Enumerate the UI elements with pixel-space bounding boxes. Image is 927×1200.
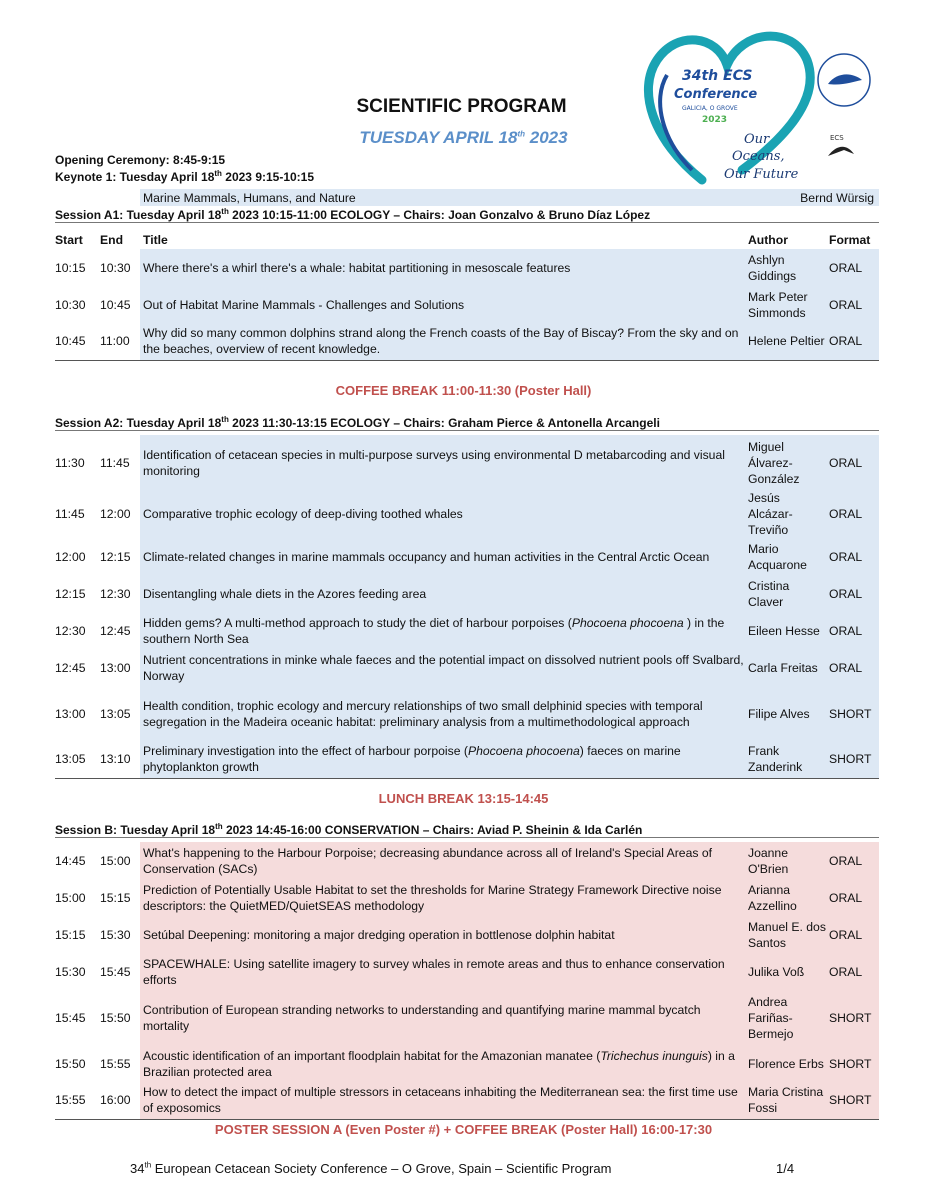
start-time: 12:15 [55, 586, 86, 601]
talk-title: Where there's a whirl there's a whale: habitat partitioning in mesoscale features [140, 249, 745, 286]
table-row [55, 741, 879, 778]
talk-format: SHORT [826, 741, 879, 778]
talk-title: SPACEWHALE: Using satellite imagery to survey whales in remote areas and thus to enhance conservation efforts [140, 953, 745, 990]
table-row [55, 612, 879, 649]
table-row [55, 916, 879, 953]
talk-format: SHORT [826, 686, 879, 741]
talk-format: ORAL [826, 649, 879, 686]
talk-title: Why did so many common dolphins strand along the French coasts of the Bay of Biscay? From the sky and on the beaches, overview of recent knowledge. [140, 323, 745, 360]
table-row [55, 575, 879, 612]
talk-format: SHORT [826, 1045, 879, 1082]
end-time: 12:45 [100, 623, 131, 638]
start-time: 15:55 [55, 1093, 86, 1108]
talk-title: Nutrient concentrations in minke whale faeces and the potential impact on dissolved nutrient pools off Svalbard, Norway [140, 649, 745, 686]
end-time: 11:45 [100, 455, 130, 470]
talk-format: ORAL [826, 249, 879, 286]
talk-title: Prediction of Potentially Usable Habitat to set the thresholds for Marine Strategy Framework Directive noise descriptors: the QuietMED/QuietSEAS methodology [140, 879, 745, 916]
keynote-row [55, 189, 879, 206]
talk-format: ORAL [826, 435, 879, 490]
table-row [55, 953, 879, 990]
start-time: 13:00 [55, 706, 86, 721]
col-author: Author [748, 233, 788, 247]
table-row [55, 879, 879, 916]
lunch-break-banner: LUNCH BREAK 13:15-14:45 [378, 791, 549, 806]
table-row [55, 323, 879, 360]
session-a1-heading: Session A1: Tuesday April 18th 2023 10:15-11:00 ECOLOGY – Chairs: Joan Gonzalvo & Bruno Díaz López [55, 208, 879, 223]
talk-title: Health condition, trophic ecology and mercury relationships of two small delphinid species with temporal segregation in the Madeira oceanic habitat: preliminary analysis from a multimethodological approach [140, 686, 745, 741]
page-number: 1/4 [776, 1161, 795, 1176]
page-footer: 34th European Cetacean Society Conference – O Grove, Spain – Scientific Program 1/4 [130, 1160, 795, 1176]
talk-title: Identification of cetacean species in multi-purpose surveys using environmental D metabarcoding and visual monitoring [140, 435, 745, 490]
start-time: 10:15 [55, 260, 86, 275]
opening-ceremony: Opening Ceremony: 8:45-9:15 [55, 153, 226, 167]
start-time: 10:45 [55, 334, 86, 349]
table-row [55, 1082, 879, 1119]
talk-author: Carla Freitas [745, 649, 826, 686]
talk-format: ORAL [826, 842, 879, 879]
col-title: Title [143, 233, 168, 247]
table-row [55, 686, 879, 741]
talk-title: Disentangling whale diets in the Azores feeding area [140, 575, 745, 612]
session-a1-table [55, 231, 879, 361]
table-row [55, 249, 879, 286]
talk-format: ORAL [826, 286, 879, 323]
session-a2-table [55, 435, 879, 779]
start-time: 14:45 [55, 853, 86, 868]
table-row [55, 842, 879, 879]
col-end: End [100, 233, 124, 247]
talk-format: ORAL [826, 879, 879, 916]
ecs-label: ECS [830, 134, 844, 142]
page-date: TUESDAY APRIL 18th 2023 [359, 128, 568, 147]
table-row [55, 1045, 879, 1082]
start-time: 15:30 [55, 964, 86, 979]
talk-title: Setúbal Deepening: monitoring a major dredging operation in bottlenose dolphin habitat [140, 916, 745, 953]
talk-format: ORAL [826, 612, 879, 649]
talk-author: Florence Erbs [745, 1045, 826, 1082]
keynote-title: Marine Mammals, Humans, and Nature [140, 189, 676, 206]
col-start: Start [55, 233, 83, 247]
whale-tail-icon [828, 147, 854, 156]
talk-format: ORAL [826, 490, 879, 538]
talk-title: Hidden gems? A multi-method approach to study the diet of harbour porpoises (Phocoena phocoena ) in the southern North Sea [140, 612, 745, 649]
end-time: 15:30 [100, 927, 131, 942]
talk-author: Julika Voß [745, 953, 826, 990]
talk-author: Eileen Hesse [745, 612, 826, 649]
talk-format: ORAL [826, 323, 879, 360]
talk-title: Comparative trophic ecology of deep-diving toothed whales [140, 490, 745, 538]
talk-format: ORAL [826, 953, 879, 990]
start-time: 15:00 [55, 890, 86, 905]
end-time: 15:45 [100, 964, 131, 979]
talk-author: Jesús Alcázar-Treviño [745, 490, 826, 538]
table-row [55, 649, 879, 686]
keynote-heading: Keynote 1: Tuesday April 18th 2023 9:15-10:15 [55, 169, 315, 184]
talk-author: Filipe Alves [745, 686, 826, 741]
talk-author: Mario Acquarone [745, 538, 826, 575]
table-row [55, 538, 879, 575]
talk-author: Arianna Azzellino [745, 879, 826, 916]
talk-author: Andrea Fariñas-Bermejo [745, 990, 826, 1045]
end-time: 15:50 [100, 1010, 131, 1025]
table-header [55, 231, 879, 249]
talk-title: Acoustic identification of an important floodplain habitat for the Amazonian manatee (Trichechus inunguis) in a Brazilian protected area [140, 1045, 745, 1082]
dolphin-icon [828, 74, 862, 84]
end-time: 15:00 [100, 853, 131, 868]
logo-text-1: 34th ECS [682, 68, 753, 84]
talk-author: Manuel E. dos Santos [745, 916, 826, 953]
end-time: 15:55 [100, 1056, 131, 1071]
talk-title: How to detect the impact of multiple stressors in cetaceans inhabiting the Mediterranean sea: the first time use of exposomics [140, 1082, 745, 1119]
end-time: 16:00 [100, 1093, 131, 1108]
logo-tagline-3: Our Future [724, 167, 799, 182]
talk-author: Miguel Álvarez-González [745, 435, 826, 490]
start-time: 15:15 [55, 927, 86, 942]
end-time: 11:00 [100, 334, 130, 349]
talk-title: Climate-related changes in marine mammals occupancy and human activities in the Central Arctic Ocean [140, 538, 745, 575]
end-time: 12:30 [100, 586, 131, 601]
start-time: 15:50 [55, 1056, 86, 1071]
end-time: 12:00 [100, 507, 131, 521]
end-time: 12:15 [100, 549, 131, 564]
end-time: 13:10 [100, 752, 131, 767]
start-time: 11:30 [55, 455, 85, 470]
table-row [55, 990, 879, 1045]
talk-format: ORAL [826, 916, 879, 953]
talk-author: Cristina Claver [745, 575, 826, 612]
logo-text-3: GALICIA, O GROVE [682, 105, 738, 112]
keynote-author: Bernd Würsig [676, 189, 879, 206]
start-time: 13:05 [55, 752, 86, 767]
talk-format: SHORT [826, 990, 879, 1045]
keynote-table [55, 189, 879, 206]
end-time: 10:30 [100, 260, 131, 275]
coffee-break-banner: COFFEE BREAK 11:00-11:30 (Poster Hall) [335, 383, 592, 398]
logo-tagline-1: Our [744, 132, 770, 147]
col-format: Format [829, 233, 871, 247]
logo-text-2: Conference [674, 87, 758, 102]
talk-author: Joanne O'Brien [745, 842, 826, 879]
talk-author: Ashlyn Giddings [745, 249, 826, 286]
talk-title: Preliminary investigation into the effect of harbour porpoise (Phocoena phocoena) faeces on marine phytoplankton growth [140, 741, 745, 778]
end-time: 13:00 [100, 660, 131, 675]
session-b-heading: Session B: Tuesday April 18th 2023 14:45-16:00 CONSERVATION – Chairs: Aviad P. Sheinin & Ida Carlén [55, 823, 879, 838]
talk-format: ORAL [826, 575, 879, 612]
end-time: 10:45 [100, 297, 131, 312]
session-a2-heading: Session A2: Tuesday April 18th 2023 11:30-13:15 ECOLOGY – Chairs: Graham Pierce & Antonella Arcangeli [55, 416, 879, 431]
start-time: 12:30 [55, 623, 86, 638]
talk-title: Contribution of European stranding networks to understanding and quantifying marine mammal bycatch mortality [140, 990, 745, 1045]
talk-author: Maria Cristina Fossi [745, 1082, 826, 1119]
table-row [55, 490, 879, 538]
talk-title: Out of Habitat Marine Mammals - Challenges and Solutions [140, 286, 745, 323]
start-time: 12:45 [55, 660, 86, 675]
logo-text-4: 2023 [702, 115, 728, 125]
poster-session-banner: POSTER SESSION A (Even Poster #) + COFFEE BREAK (Poster Hall) 16:00-17:30 [214, 1122, 713, 1137]
start-time: 15:45 [55, 1010, 86, 1025]
talk-author: Frank Zanderink [745, 741, 826, 778]
logo-tagline-2: Oceans, [732, 149, 785, 164]
start-time: 12:00 [55, 549, 86, 564]
talk-format: SHORT [826, 1082, 879, 1119]
talk-author: Helene Peltier [745, 323, 826, 360]
session-b-table [55, 842, 879, 1120]
table-row [55, 435, 879, 490]
table-row [55, 286, 879, 323]
end-time: 15:15 [100, 890, 131, 905]
talk-format: ORAL [826, 538, 879, 575]
talk-title: What's happening to the Harbour Porpoise; decreasing abundance across all of Ireland's Special Areas of Conservation (SACs) [140, 842, 745, 879]
end-time: 13:05 [100, 706, 131, 721]
page-title: SCIENTIFIC PROGRAM [356, 96, 567, 117]
talk-author: Mark Peter Simmonds [745, 286, 826, 323]
start-time: 10:30 [55, 297, 86, 312]
start-time: 11:45 [55, 507, 85, 521]
